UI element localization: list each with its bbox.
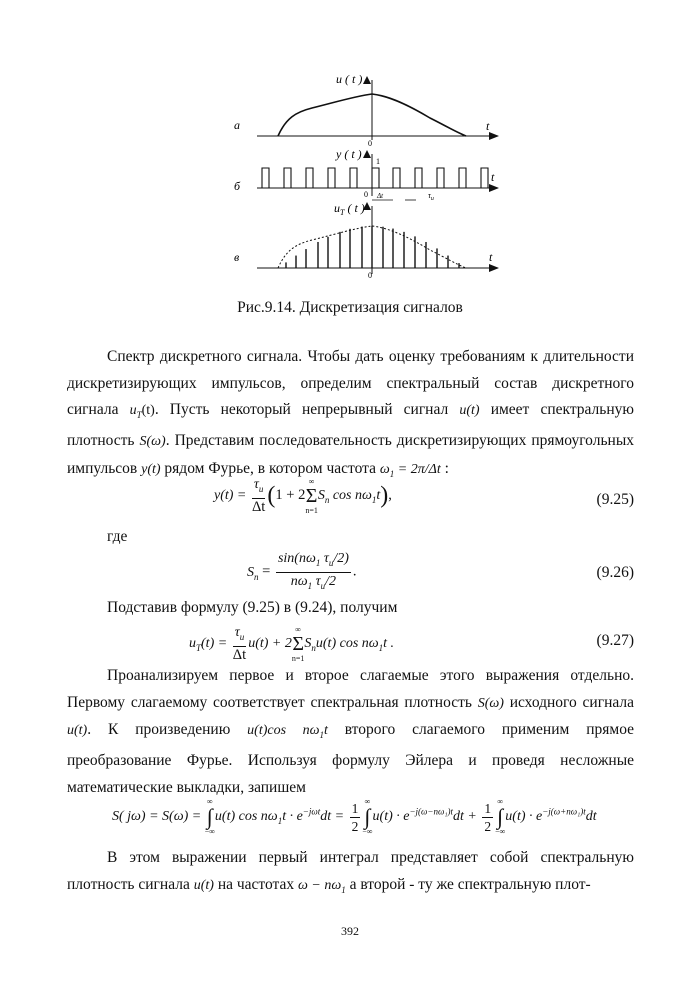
math-uT: $u_T(t)$ <box>129 403 155 420</box>
pulse <box>348 168 359 188</box>
pulse <box>282 168 293 188</box>
equation-9-25-number: (9.25) <box>596 491 634 508</box>
pulse <box>370 168 381 188</box>
panel-a-letter: а <box>234 118 240 132</box>
word-gde: где <box>107 528 128 545</box>
panel-b-zero: 0 <box>364 190 368 199</box>
paragraph-3: Проанализируем первое и второе слагаемые этого выражения отдельно. Первому слагаемому соответствует спектральная плотность S(ω) исходного сигнала u(t). К произведению u(t)cos $n\omega_1t$ второго слагаемого применим прямое преобразование Фурье. Используя формулу Эйлера и проведя несложные математические выкладки, запишем <box>67 667 635 796</box>
panel-a-xlabel: t <box>486 119 490 133</box>
panel-c-letter: в <box>234 250 240 264</box>
figure-caption: Рис.9.14. Дискретизация сигналов <box>237 299 463 316</box>
page-number: 392 <box>341 924 359 938</box>
panel-b-dt-label: Δt <box>377 192 384 200</box>
pulse <box>304 168 315 188</box>
equation-9-26: $S_n$ = $\frac{\sin(n\omega_1 \tau_и/2)}{n\omega_1 \tau_и/2}$ . <box>247 551 357 591</box>
pulse <box>457 168 468 188</box>
panel-a-ylabel: u ( t ) <box>336 72 363 86</box>
panel-a <box>234 72 498 148</box>
equation-9-26-number: (9.26) <box>596 564 634 581</box>
panel-b <box>234 147 498 202</box>
equation-9-27-number: (9.27) <box>596 632 634 649</box>
panel-b-ylabel: y ( t ) <box>336 147 362 161</box>
panel-c-xlabel: t <box>489 250 493 264</box>
panel-a-zero: 0 <box>368 139 372 148</box>
pulse <box>413 168 424 188</box>
panel-b-xlabel: t <box>491 170 495 184</box>
paragraph-4: В этом выражении первый интеграл представляет собой спектральную плотность сигнала u(t) на частотах $\omega - n\omega_1$ а второй - ту же спектральную плот- <box>67 849 634 895</box>
discretization-figure <box>0 0 700 300</box>
equation-fourier: S( jω) = S(ω) = ∞ ∫ −∞u(t) $\cos n\omega_1t \cdot e^{-j\omega t}dt$ = $\frac{1}{2}$ ∞ ∫ $-\infty u(t) \cdot e^{-j(\omega-n\omega_1)t}dt$ + $\frac{1}{2}$ ∞ ∫ $-\infty u(t) \cdot e^{-j(\omega+n\omega_1)t}dt$ <box>112 797 597 836</box>
panel-b-one: 1 <box>376 157 380 166</box>
equation-9-25: y(t) = $\frac{\tau_и}{\Delta t}$ (1 + 2∞ Σ $n=1S_n$ $\cos n\omega_1t$), <box>214 476 392 515</box>
panel-c-sampled-pulses <box>286 226 459 268</box>
panel-b-letter: б <box>234 179 241 193</box>
panel-c-ylabel: $u_T$ ( t ) <box>334 201 365 217</box>
paragraph-1: Спектр дискретного сигнала. Чтобы дать оценку требованиям к длительности дискретизирующих импульсов, определим спектральный состав дискретного сигнала $u_T(t)$. Пусть некоторый непрерывный сигнал u(t) имеет спектральную плотность S(ω). Представим последовательность дискретизирующих прямоугольных импульсов y(t) рядом Фурье, в котором частота $\omega_1 = 2\pi/\Delta t$ : <box>67 348 634 479</box>
panel-b-pulse-train <box>260 168 490 188</box>
panel-b-tau-label: $\tau_и$ <box>428 191 434 202</box>
paragraph-2: Подставив формулу (9.25) в (9.24), получим <box>107 599 398 616</box>
pulse <box>435 168 446 188</box>
pulse <box>479 168 490 188</box>
panel-c-zero: 0 <box>368 271 372 280</box>
pulse <box>260 168 271 188</box>
panel-c <box>234 201 498 280</box>
equation-9-27: $u_T(t)$ = $\frac{\tau_и}{\Delta t}$ u(t) + 2∞ Σ $n=1S_nu(t)$ $\cos n\omega_1t$ . <box>189 624 395 663</box>
pulse <box>326 168 337 188</box>
pulse <box>391 168 402 188</box>
